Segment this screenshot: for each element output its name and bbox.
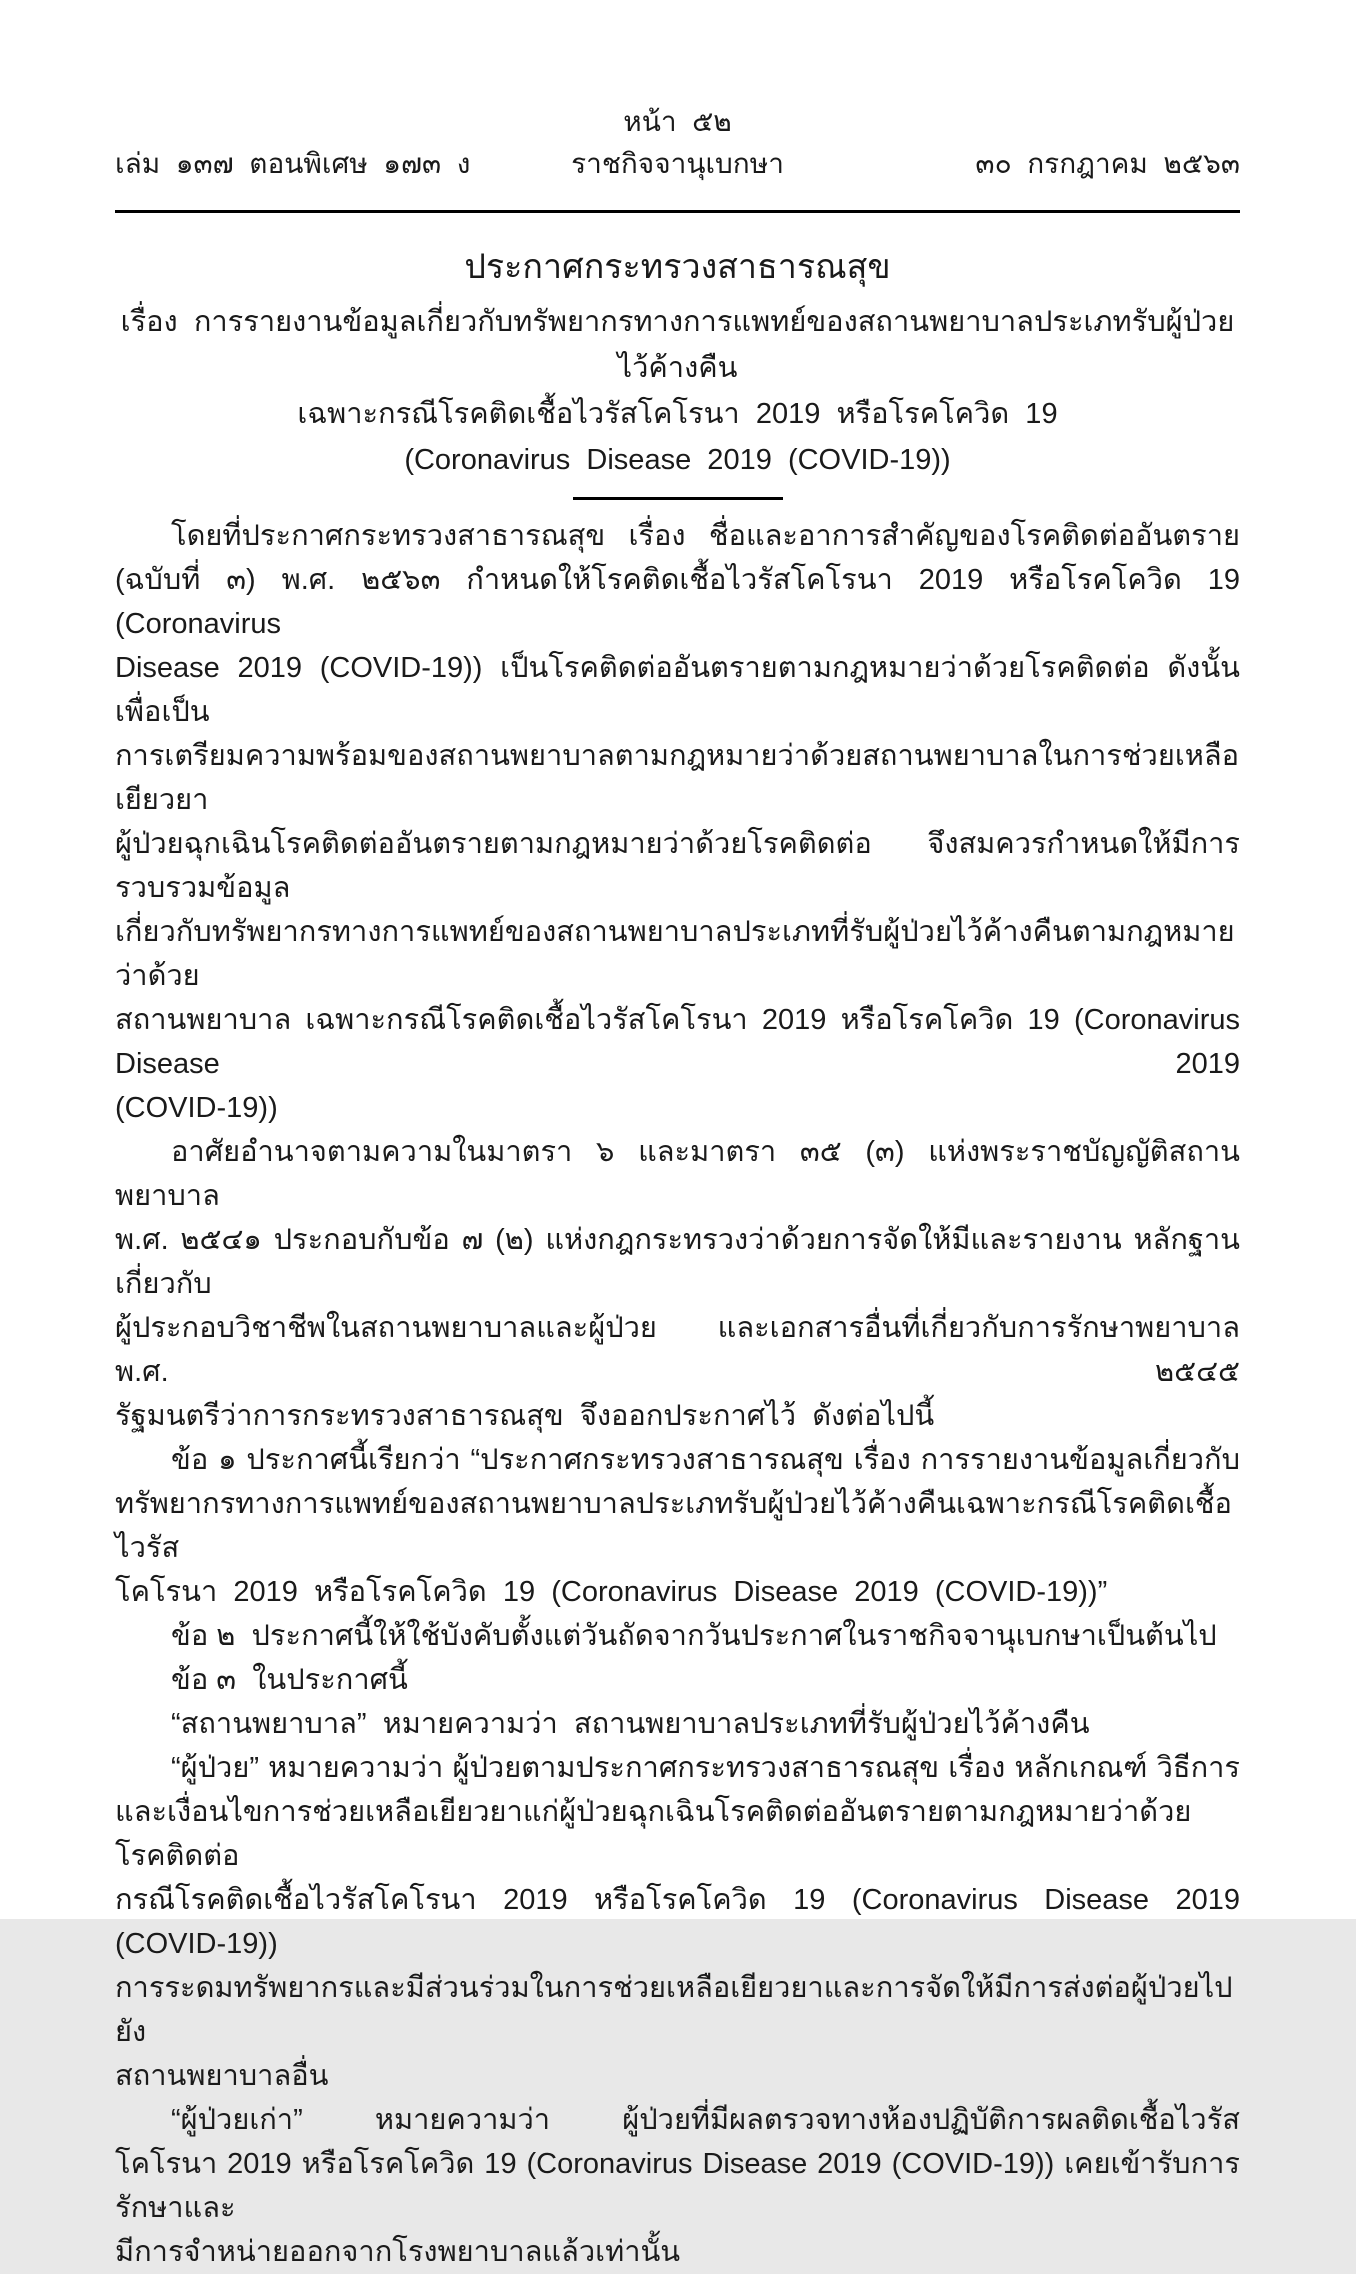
text-line: และเงื่อนไขการช่วยเหลือเยียวยาแก่ผู้ป่วยฉุกเฉินโรคติดต่ออันตรายตามกฎหมายว่าด้วยโรคติดต่อ <box>115 1796 1192 1872</box>
paragraph <box>115 2098 1240 2274</box>
text-line: การระดมทรัพยากรและมีส่วนร่วมในการช่วยเหลือเยียวยาและการจัดให้มีการส่งต่อผู้ป่วยไปยัง <box>115 1972 1233 2048</box>
text-line: โดยที่ประกาศกระทรวงสาธารณสุข เรื่อง ชื่อและอาการสำคัญของโรคติดต่ออันตราย <box>171 520 1240 552</box>
document-body <box>115 514 1240 2274</box>
text-line: ทรัพยากรทางการแพทย์ของสถานพยาบาลประเภทรับผู้ป่วยไว้ค้างคืนเฉพาะกรณีโรคติดเชื้อไวรัส <box>115 1488 1232 1564</box>
text-line: สถานพยาบาลอื่น <box>115 2060 329 2092</box>
text-line: (COVID-19)) <box>115 1092 278 1124</box>
subject-line: (Coronavirus Disease 2019 (COVID-19)) <box>404 444 951 476</box>
text-line: อาศัยอำนาจตามความในมาตรา ๖ และมาตรา ๓๕ (๓) แห่งพระราชบัญญัติสถานพยาบาล <box>115 1136 1240 1212</box>
paragraph <box>115 1614 1240 1658</box>
text-line: สถานพยาบาล เฉพาะกรณีโรคติดเชื้อไวรัสโคโรนา 2019 หรือโรคโควิด 19 (Coronavirus Disease 2019 <box>115 1004 1240 1080</box>
page-number: หน้า ๕๒ <box>623 106 732 137</box>
gazette-header-row <box>115 144 1240 184</box>
text-line: “ผู้ป่วย” หมายความว่า ผู้ป่วยตามประกาศกระทรวงสาธารณสุข เรื่อง หลักเกณฑ์ วิธีการ <box>171 1752 1240 1784</box>
document-title: ประกาศกระทรวงสาธารณสุข <box>464 248 891 286</box>
header-rule <box>115 210 1240 213</box>
text-line: “สถานพยาบาล” หมายความว่า สถานพยาบาลประเภทที่รับผู้ป่วยไว้ค้างคืน <box>171 1708 1090 1740</box>
text-line: ข้อ ๑ ประกาศนี้เรียกว่า “ประกาศกระทรวงสาธารณสุข เรื่อง การรายงานข้อมูลเกี่ยวกับ <box>171 1444 1240 1476</box>
text-line: (ฉบับที่ ๓) พ.ศ. ๒๕๖๓ กำหนดให้โรคติดเชื้อไวรัสโคโรนา 2019 หรือโรคโควิด 19 (Coronavirus <box>115 564 1240 640</box>
text-line: Disease 2019 (COVID-19)) เป็นโรคติดต่ออันตรายตามกฎหมายว่าด้วยโรคติดต่อ ดังนั้น เพื่อเป็น <box>115 652 1240 728</box>
text-line: การเตรียมความพร้อมของสถานพยาบาลตามกฎหมายว่าด้วยสถานพยาบาลในการช่วยเหลือเยียวยา <box>115 740 1240 816</box>
text-line: “ผู้ป่วยเก่า” หมายความว่า ผู้ป่วยที่มีผลตรวจทางห้องปฏิบัติการผลติดเชื้อไวรัส <box>171 2104 1240 2136</box>
text-line: มีการจำหน่ายออกจากโรงพยาบาลแล้วเท่านั้น <box>115 2236 681 2268</box>
text-line: รัฐมนตรีว่าการกระทรวงสาธารณสุข จึงออกประกาศไว้ ดังต่อไปนี้ <box>115 1400 935 1432</box>
volume-issue-label: เล่ม ๑๓๗ ตอนพิเศษ ๑๗๓ ง <box>115 148 471 179</box>
publication-name: ราชกิจจานุเบกษา <box>571 148 784 179</box>
text-line: ข้อ ๒ ประกาศนี้ให้ใช้บังคับตั้งแต่วันถัดจากวันประกาศในราชกิจจานุเบกษาเป็นต้นไป <box>171 1620 1217 1652</box>
text-line: โคโรนา 2019 หรือโรคโควิด 19 (Coronavirus Disease 2019 (COVID-19)) เคยเข้ารับการรักษาและ <box>115 2148 1240 2224</box>
text-line: ข้อ ๓ ในประกาศนี้ <box>171 1664 408 1696</box>
text-line: ผู้ป่วยฉุกเฉินโรคติดต่ออันตรายตามกฎหมายว่าด้วยโรคติดต่อ จึงสมควรกำหนดให้มีการรวบรวมข้อมูล <box>115 828 1240 904</box>
paragraph <box>115 1438 1240 1614</box>
subject-line: เฉพาะกรณีโรคติดเชื้อไวรัสโคโรนา 2019 หรือโรคโควิด 19 <box>297 398 1058 430</box>
text-line: ผู้ประกอบวิชาชีพในสถานพยาบาลและผู้ป่วย และเอกสารอื่นที่เกี่ยวกับการรักษาพยาบาล พ.ศ. ๒๕๔๕ <box>115 1312 1240 1388</box>
text-line: โคโรนา 2019 หรือโรคโควิด 19 (Coronavirus Disease 2019 (COVID-19))” <box>115 1576 1108 1608</box>
paragraph <box>115 1130 1240 1438</box>
paragraph <box>115 514 1240 1130</box>
paragraph <box>115 1702 1240 1746</box>
text-line: พ.ศ. ๒๕๔๑ ประกอบกับข้อ ๗ (๒) แห่งกฎกระทรวงว่าด้วยการจัดให้มีและรายงาน หลักฐานเกี่ยวกับ <box>115 1224 1240 1300</box>
paragraph <box>115 1746 1240 2098</box>
text-line: เกี่ยวกับทรัพยากรทางการแพทย์ของสถานพยาบาลประเภทที่รับผู้ป่วยไว้ค้างคืนตามกฎหมายว่าด้วย <box>115 916 1235 992</box>
title-divider <box>573 497 783 500</box>
subject-line: เรื่อง การรายงานข้อมูลเกี่ยวกับทรัพยากรทางการแพทย์ของสถานพยาบาลประเภทรับผู้ป่วยไว้ค้างคืน <box>120 306 1235 384</box>
document-subject <box>115 299 1240 483</box>
paragraph <box>115 1658 1240 1702</box>
text-line: กรณีโรคติดเชื้อไวรัสโคโรนา 2019 หรือโรคโควิด 19 (Coronavirus Disease 2019 (COVID-19)) <box>115 1884 1240 1960</box>
publication-date: ๓๐ กรกฎาคม ๒๕๖๓ <box>975 148 1240 179</box>
